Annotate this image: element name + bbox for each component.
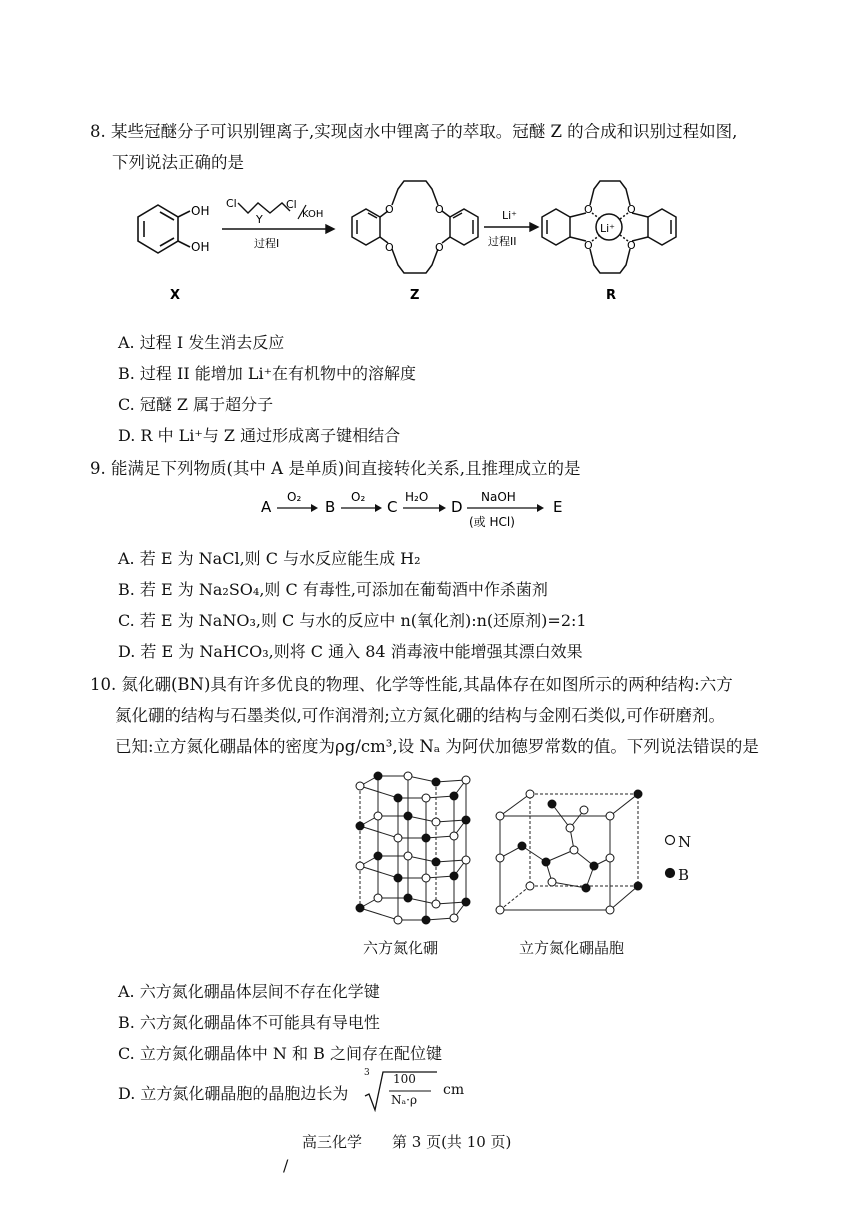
- chain-hcl: (或 HCl): [469, 515, 515, 529]
- r-o1: O: [584, 203, 593, 216]
- q10-option-a: A. 六方氮化硼晶体层间不存在化学键: [118, 982, 380, 1001]
- formula-unit: cm: [443, 1082, 465, 1098]
- chain-a: A: [261, 498, 272, 516]
- label-z: Z: [410, 288, 420, 303]
- q8-option-d: D. R 中 Li⁺与 Z 通过形成离子键相结合: [118, 426, 401, 445]
- molecule-x: [138, 205, 190, 253]
- legend-b-icon: [664, 867, 676, 879]
- step2-label: 过程II: [488, 235, 517, 248]
- molecule-z: [352, 181, 478, 273]
- reagent-cl2: Cl: [286, 198, 297, 211]
- q9-option-c: C. 若 E 为 NaNO₃,则 C 与水的反应中 n(氧化剂):n(还原剂)=2:1: [118, 611, 587, 630]
- fig-caption-hexagonal: 六方氮化硼: [363, 939, 439, 957]
- arrow-step2: [484, 223, 538, 231]
- formula-numerator: 100: [393, 1072, 416, 1086]
- q10-option-b: B. 六方氮化硼晶体不可能具有导电性: [118, 1013, 380, 1032]
- chain-h2o: H₂O: [405, 490, 429, 504]
- chain-o2-2: O₂: [351, 490, 366, 504]
- q10-stem-line1: 10. 氮化硼(BN)具有许多优良的物理、化学等性能,其晶体存在如图所示的两种结构:六方: [90, 675, 733, 694]
- q9-option-a: A. 若 E 为 NaCl,则 C 与水反应能生成 H₂: [118, 549, 421, 568]
- r-li-center: Li⁺: [600, 222, 615, 235]
- q8-reaction-scheme: [130, 175, 710, 315]
- step1-label: 过程I: [254, 237, 280, 250]
- legend-n-label: N: [678, 833, 692, 851]
- root-index: 3: [364, 1068, 370, 1078]
- legend-n-icon: [664, 834, 676, 846]
- cube-root-formula: [363, 1068, 483, 1114]
- reagent-y: Y: [256, 213, 263, 226]
- legend-b-label: B: [678, 866, 690, 884]
- chain-o2-1: O₂: [287, 490, 302, 504]
- q8-option-a: A. 过程 I 发生消去反应: [118, 333, 285, 352]
- formula-denominator: Nₐ·ρ: [391, 1093, 417, 1107]
- z-o4: O: [435, 241, 444, 254]
- label-x: X: [170, 288, 181, 303]
- li-reagent: Li⁺: [502, 209, 517, 222]
- page-footer: 高三化学 第 3 页(共 10 页): [302, 1133, 512, 1151]
- hexagonal-bn-structure: [348, 768, 488, 928]
- chain-c: C: [387, 498, 398, 516]
- cubic-bn-unit-cell: [490, 788, 650, 918]
- chain-d: D: [451, 498, 463, 516]
- reagent-cl1: Cl: [226, 197, 237, 210]
- z-o2: O: [435, 203, 444, 216]
- oh-top-label: OH: [191, 204, 210, 218]
- q9-conversion-chain: [255, 484, 585, 534]
- oh-bottom-label: OH: [191, 240, 210, 254]
- z-o1: O: [385, 203, 394, 216]
- reagent-koh: KOH: [302, 209, 324, 220]
- r-o2: O: [627, 203, 636, 216]
- q9-option-b: B. 若 E 为 Na₂SO₄,则 C 有毒性,可添加在葡萄酒中作杀菌剂: [118, 580, 548, 599]
- z-o3: O: [385, 241, 394, 254]
- chain-e: E: [553, 498, 563, 516]
- stray-mark: /: [283, 1156, 289, 1175]
- chain-b: B: [325, 498, 336, 516]
- q8-stem-line1: 8. 某些冠醚分子可识别锂离子,实现卤水中锂离子的萃取。冠醚 Z 的合成和识别过程如图,: [90, 122, 738, 141]
- reagent-chain: [238, 203, 290, 213]
- q8-stem-line2: 下列说法正确的是: [112, 153, 244, 172]
- q10-stem-line3: 已知:立方氮化硼晶体的密度为ρg/cm³,设 Nₐ 为阿伏加德罗常数的值。下列说法错误的是: [115, 737, 759, 756]
- r-o3: O: [584, 239, 593, 252]
- r-o4: O: [627, 239, 636, 252]
- q9-option-d: D. 若 E 为 NaHCO₃,则将 C 通入 84 消毒液中能增强其漂白效果: [118, 642, 583, 661]
- fig-caption-cubic: 立方氮化硼晶胞: [519, 939, 625, 957]
- q10-option-c: C. 立方氮化硼晶体中 N 和 B 之间存在配位键: [118, 1044, 442, 1063]
- label-r: R: [606, 288, 617, 303]
- q8-option-c: C. 冠醚 Z 属于超分子: [118, 395, 274, 414]
- q8-option-b: B. 过程 II 能增加 Li⁺在有机物中的溶解度: [118, 364, 417, 383]
- q9-stem: 9. 能满足下列物质(其中 A 是单质)间直接转化关系,且推理成立的是: [90, 459, 581, 478]
- chain-naoh: NaOH: [481, 490, 516, 504]
- q10-stem-line2: 氮化硼的结构与石墨类似,可作润滑剂;立方氮化硼的结构与金刚石类似,可作研磨剂。: [115, 706, 726, 725]
- arrow-step1: [222, 225, 334, 233]
- q10-option-d: D. 立方氮化硼晶胞的晶胞边长为: [118, 1084, 349, 1103]
